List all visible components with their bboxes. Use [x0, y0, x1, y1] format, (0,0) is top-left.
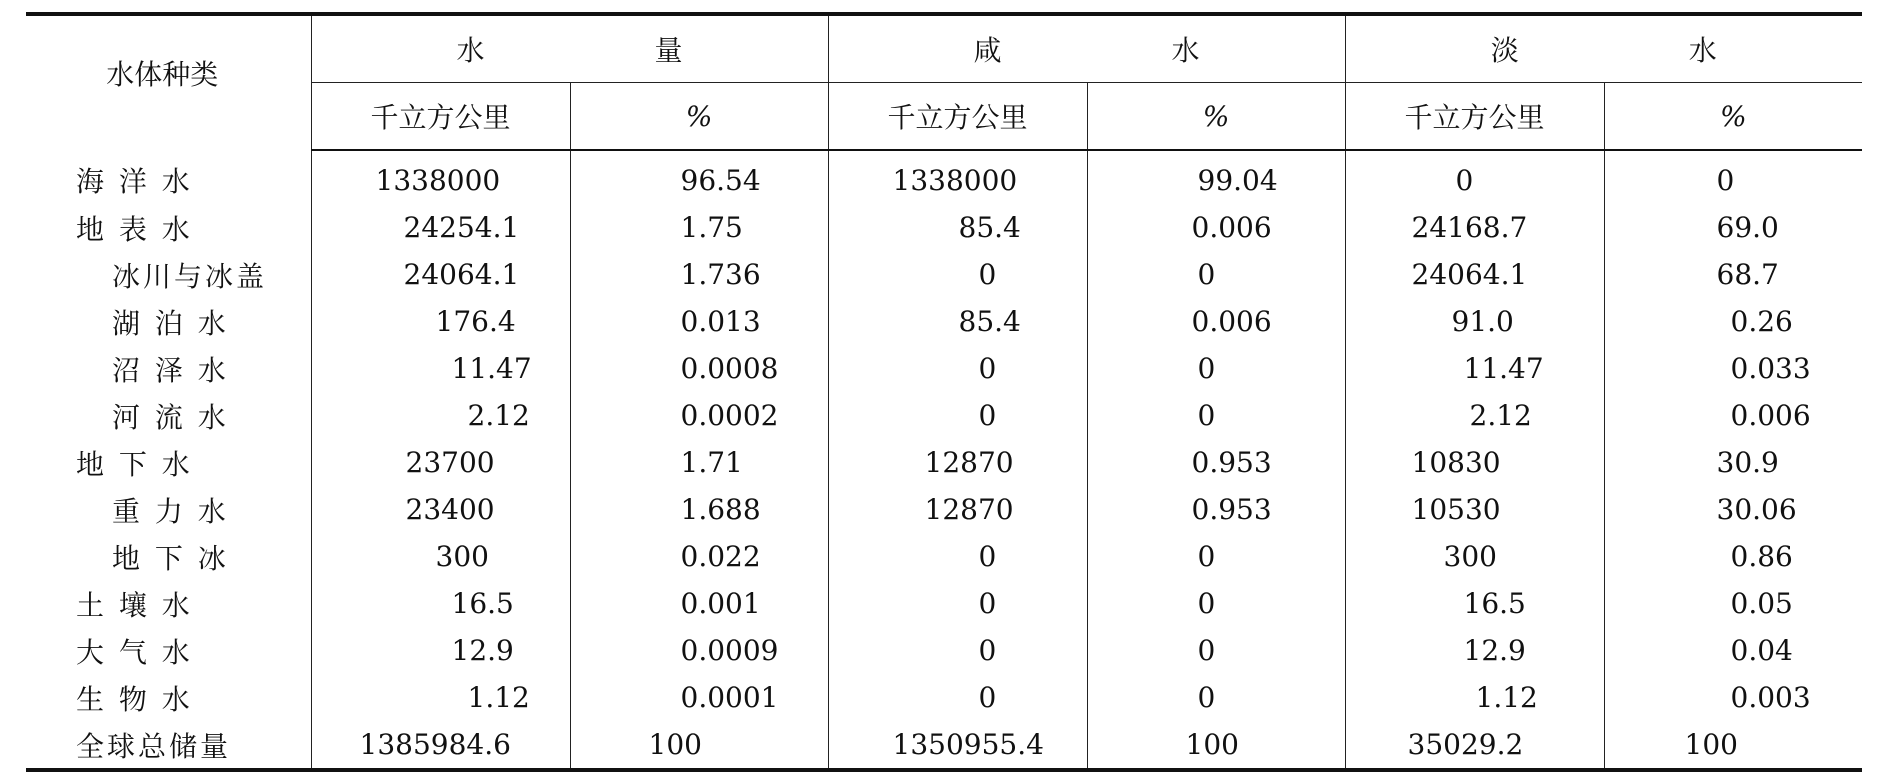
volume-cell: 23700	[311, 439, 570, 486]
table-row	[26, 533, 1862, 580]
volume-cell: 12.9	[1345, 627, 1604, 674]
volume-cell: 1.12	[1345, 674, 1604, 721]
percent-cell: 0.033	[1604, 345, 1862, 392]
volume-cell: 1338000	[828, 150, 1087, 204]
volume-cell: 24064.1	[1345, 251, 1604, 298]
volume-cell: 1338000	[311, 150, 570, 204]
group-saline-left: 咸	[973, 34, 1002, 67]
table-row	[26, 721, 1862, 770]
percent-cell: 0.86	[1604, 533, 1862, 580]
volume-cell: 85.4	[828, 204, 1087, 251]
percent-cell: 1.736	[570, 251, 828, 298]
percent-cell: 0	[1087, 627, 1345, 674]
percent-cell: 0.001	[570, 580, 828, 627]
percent-cell: 0.04	[1604, 627, 1862, 674]
subheader-percent: %	[1604, 83, 1862, 151]
table-row	[26, 345, 1862, 392]
table-row	[26, 204, 1862, 251]
percent-cell: 96.54	[570, 150, 828, 204]
volume-cell: 35029.2	[1345, 721, 1604, 770]
row-name-cell: 全球总储量	[26, 721, 311, 770]
volume-cell: 12870	[828, 486, 1087, 533]
percent-cell: 100	[1087, 721, 1345, 770]
table-row	[26, 150, 1862, 204]
volume-cell: 12.9	[311, 627, 570, 674]
percent-cell: 1.688	[570, 486, 828, 533]
percent-cell: 0	[1087, 674, 1345, 721]
row-name-cell: 湖 泊 水	[112, 306, 229, 340]
percent-cell: 1.75	[570, 204, 828, 251]
volume-cell: 11.47	[311, 345, 570, 392]
group-saline-right: 水	[1171, 34, 1200, 67]
volume-cell: 91.0	[1345, 298, 1604, 345]
volume-cell: 300	[1345, 533, 1604, 580]
percent-cell: 0.05	[1604, 580, 1862, 627]
volume-cell: 0	[1345, 150, 1604, 204]
volume-cell: 0	[828, 580, 1087, 627]
volume-cell: 1385984.6	[311, 721, 570, 770]
volume-cell: 24064.1	[311, 251, 570, 298]
volume-cell: 0	[828, 251, 1087, 298]
subheader-volume: 千立方公里	[1345, 83, 1604, 151]
percent-cell: 30.9	[1604, 439, 1862, 486]
volume-cell: 16.5	[1345, 580, 1604, 627]
volume-cell: 0	[828, 627, 1087, 674]
percent-cell: 0	[1087, 392, 1345, 439]
table-row	[26, 580, 1862, 627]
volume-cell: 16.5	[311, 580, 570, 627]
percent-cell: 0	[1087, 345, 1345, 392]
subheader-percent: %	[1087, 83, 1345, 151]
group-fresh-left: 淡	[1490, 34, 1519, 67]
subheader-volume: 千立方公里	[311, 83, 570, 151]
table-row	[26, 298, 1862, 345]
group-total-left: 水	[456, 34, 485, 67]
volume-cell: 2.12	[311, 392, 570, 439]
percent-cell: 0.006	[1087, 204, 1345, 251]
volume-cell: 23400	[311, 486, 570, 533]
percent-cell: 0.953	[1087, 439, 1345, 486]
water-distribution-table	[26, 12, 1862, 772]
row-name-cell: 生 物 水	[76, 682, 193, 716]
table-row	[26, 439, 1862, 486]
group-header-saline	[828, 14, 1345, 83]
table-row	[26, 627, 1862, 674]
volume-cell: 0	[828, 533, 1087, 580]
percent-cell: 0.0009	[570, 627, 828, 674]
group-header-total	[311, 14, 828, 83]
row-name-cell: 海 洋 水	[76, 165, 193, 198]
row-name-cell: 沼 泽 水	[112, 353, 229, 387]
volume-cell: 11.47	[1345, 345, 1604, 392]
group-fresh-right: 水	[1688, 34, 1717, 67]
percent-cell: 99.04	[1087, 150, 1345, 204]
table-body	[26, 150, 1862, 770]
volume-cell: 0	[828, 345, 1087, 392]
subheader-volume: 千立方公里	[828, 83, 1087, 151]
row-name-cell: 地 下 冰	[112, 541, 229, 575]
volume-cell: 0	[828, 674, 1087, 721]
percent-cell: 1.71	[570, 439, 828, 486]
percent-cell: 0.26	[1604, 298, 1862, 345]
percent-cell: 0.022	[570, 533, 828, 580]
percent-cell: 0.006	[1604, 392, 1862, 439]
row-name-cell: 重 力 水	[112, 494, 229, 528]
row-label-text: 水体种类	[106, 58, 219, 91]
table-row	[26, 251, 1862, 298]
volume-cell: 0	[828, 392, 1087, 439]
row-name-cell: 河 流 水	[112, 400, 229, 434]
volume-cell: 1.12	[311, 674, 570, 721]
volume-cell: 2.12	[1345, 392, 1604, 439]
percent-cell: 100	[1604, 721, 1862, 770]
volume-cell: 12870	[828, 439, 1087, 486]
volume-cell: 24254.1	[311, 204, 570, 251]
percent-cell: 0.003	[1604, 674, 1862, 721]
percent-cell: 0.0001	[570, 674, 828, 721]
percent-cell: 0.013	[570, 298, 828, 345]
percent-cell: 0.006	[1087, 298, 1345, 345]
percent-cell: 68.7	[1604, 251, 1862, 298]
percent-cell: 0	[1087, 580, 1345, 627]
row-label-header	[26, 14, 311, 150]
row-name-cell: 土 壤 水	[76, 588, 193, 622]
group-total-right: 量	[654, 34, 683, 67]
table-row	[26, 392, 1862, 439]
volume-cell: 1350955.4	[828, 721, 1087, 770]
percent-cell: 0	[1604, 150, 1862, 204]
volume-cell: 24168.7	[1345, 204, 1604, 251]
percent-cell: 0.0002	[570, 392, 828, 439]
percent-cell: 0.0008	[570, 345, 828, 392]
percent-cell: 69.0	[1604, 204, 1862, 251]
row-name-cell: 地 表 水	[76, 212, 193, 246]
volume-cell: 85.4	[828, 298, 1087, 345]
subheader-percent: %	[570, 83, 828, 151]
volume-cell: 10530	[1345, 486, 1604, 533]
group-header-fresh	[1345, 14, 1862, 83]
table-row	[26, 486, 1862, 533]
percent-cell: 0	[1087, 251, 1345, 298]
volume-cell: 10830	[1345, 439, 1604, 486]
volume-cell: 300	[311, 533, 570, 580]
percent-cell: 0	[1087, 533, 1345, 580]
row-name-cell: 地 下 水	[76, 447, 193, 481]
percent-cell: 30.06	[1604, 486, 1862, 533]
row-name-cell: 大 气 水	[76, 635, 193, 669]
volume-cell: 176.4	[311, 298, 570, 345]
row-name-cell: 冰川与冰盖	[112, 259, 268, 293]
percent-cell: 0.953	[1087, 486, 1345, 533]
percent-cell: 100	[570, 721, 828, 770]
table-row	[26, 674, 1862, 721]
